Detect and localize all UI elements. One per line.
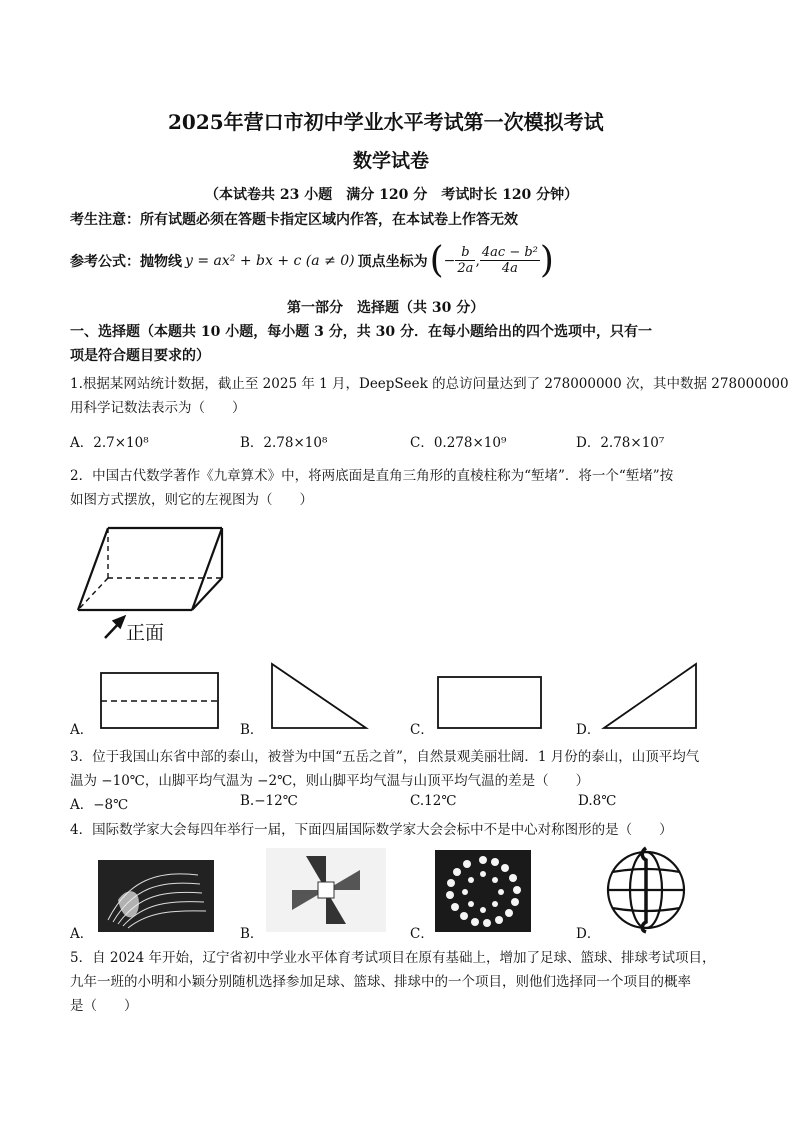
q2-option-d-figure — [602, 662, 698, 730]
q4-option-a: A． — [70, 926, 94, 942]
q3-text-line1: 3．位于我国山东省中部的泰山，被誉为中国“五岳之首”，自然景观美丽壮阔．1 月份的泰山，山顶平均气 — [70, 749, 700, 765]
vertex-x-fraction: $\frac{b}{2a}$ — [457, 245, 474, 276]
q2-option-a: A． — [70, 722, 94, 738]
q5-text-line3: 是（ ） — [70, 998, 138, 1014]
q4-logo-c-image — [435, 850, 531, 932]
q5-text-line2: 九年一班的小明和小颖分别随机选择参加足球、篮球、排球中的一个项目，则他们选择同一个项目的概率 — [70, 974, 691, 990]
q2-text-line1: 2．中国古代数学著作《九章算术》中，将两底面是直角三角形的直棱柱称为“堑堵”．将一个“堑堵”按 — [70, 468, 674, 484]
q4-option-c: C． — [410, 926, 434, 942]
part-title: 第一部分 选择题（共 30 分） — [287, 300, 485, 316]
q5-text-line1: 5．自 2024 年开始，辽宁省初中学业水平体育考试项目在原有基础上，增加了足球、篮球、排球考试项目， — [70, 950, 716, 966]
paren-right: ) — [539, 240, 554, 281]
front-view-label: 正面 — [126, 622, 165, 644]
section-heading-line1: 一、选择题（本题共 10 小题，每小题 3 分，共 30 分．在每小题给出的四个选项中，只有一 — [70, 324, 652, 340]
q3-text-line2: 温为 −10℃，山脚平均气温为 −2℃，则山脚平均气温与山顶平均气温的差是（ ） — [70, 773, 590, 789]
q2-text-line2: 如图方式摆放，则它的左视图为（ ） — [70, 492, 313, 508]
q4-logo-d-image — [602, 846, 690, 934]
q4-logo-b-image — [266, 848, 386, 932]
q4-logo-a-image — [98, 860, 214, 932]
q2-option-a-figure — [100, 672, 220, 730]
q1-text-line2: 用科学记数法表示为（ ） — [70, 400, 246, 416]
paren-left: ( — [429, 240, 444, 281]
exam-subtitle: 数学试卷 — [353, 150, 430, 172]
q1-option-d: D．2.78×10⁷ — [576, 435, 665, 451]
q2-option-b-figure — [270, 662, 370, 730]
q1-option-b: B．2.78×10⁸ — [240, 435, 328, 451]
q2-option-c-figure — [437, 676, 543, 730]
q2-option-b: B． — [240, 722, 264, 738]
exam-title: 2025年营口市初中学业水平考试第一次模拟考试 — [168, 110, 604, 134]
q2-option-c: C． — [410, 722, 434, 738]
q4-text-line1: 4．国际数学家大会每四年举行一届，下面四届国际数学家大会会标中不是中心对称图形的是（ ） — [70, 822, 673, 838]
q1-option-c: C．0.278×10⁹ — [410, 435, 507, 451]
formula-mid: 顶点坐标为 — [357, 253, 428, 270]
q2-option-d: D． — [576, 722, 601, 738]
q3-option-d: D.8℃ — [578, 793, 617, 809]
formula-prefix: 参考公式：抛物线 — [70, 253, 182, 270]
q4-option-b: B． — [240, 926, 264, 942]
vertex-y-fraction: $\frac{\text{4ac − b²}}{4a}$ — [481, 245, 538, 276]
section-heading-line2: 项是符合题目要求的） — [70, 348, 210, 364]
exam-info: （本试卷共 23 小题 满分 120 分 考试时长 120 分钟） — [205, 187, 579, 203]
q3-option-a: A．−8℃ — [70, 797, 129, 813]
q3-option-c: C.12℃ — [410, 793, 457, 809]
exam-notice: 考生注意：所有试题必须在答题卡指定区域内作答，在本试卷上作答无效 — [70, 212, 518, 228]
q1-option-a: A．2.7×10⁸ — [70, 435, 149, 451]
q4-option-d: D． — [576, 926, 601, 942]
formula-expression: y = ax² + bx + c (a ≠ 0) — [185, 252, 355, 269]
q1-text-line1: 1.根据某网站统计数据，截止至 2025 年 1 月，DeepSeek 的总访问量达到了 278000000 次，其中数据 278000000 — [70, 376, 789, 392]
formula-line: 参考公式：抛物线 y = ax² + bx + c (a ≠ 0) 顶点坐标为 ( − $\frac{b}{2a}$ , $\frac{\text{4ac − b²}}{4a}$ ) — [70, 240, 554, 281]
q3-option-b: B.−12℃ — [240, 793, 298, 809]
